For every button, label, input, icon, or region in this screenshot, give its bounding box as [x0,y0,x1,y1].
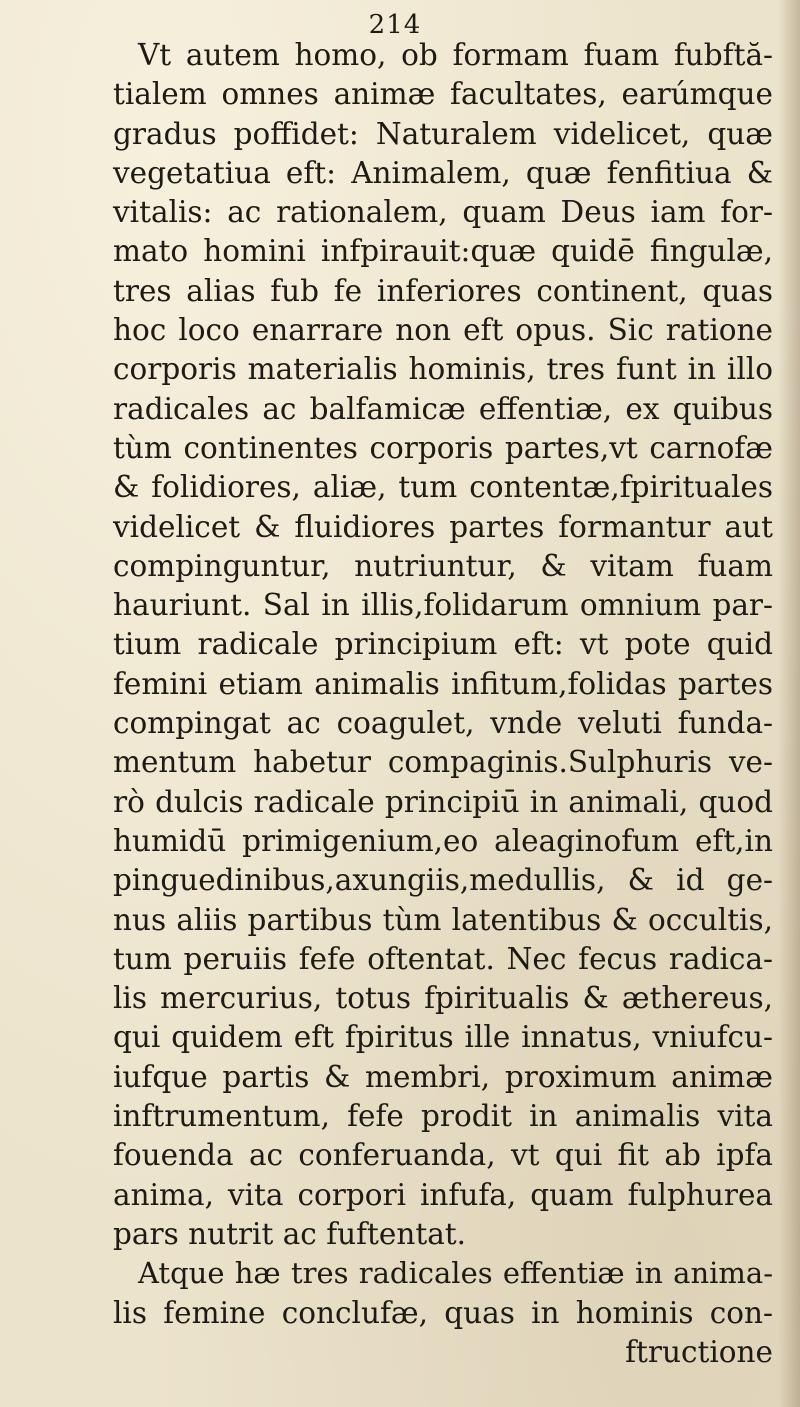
text-line: tium radicale principium eft: vt pote quid [113,627,773,662]
text-line: iufque partis & membri, proximum animæ [113,1059,773,1094]
text-line: tialem omnes animæ facultates, earúmque [113,77,773,112]
text-line: hoc loco enarrare non eft opus. Sic ratione [113,313,773,348]
text-line: qui quidem eft fpiritus ille innatus, vniufcu- [113,1020,773,1055]
text-line: nus aliis partibus tùm latentibus & occultis, [113,902,773,937]
text-line: mentum habetur compaginis.Sulphuris ve- [113,745,773,780]
text-line: rò dulcis radicale principiū in animali, quod [113,784,773,819]
text-line: radicales ac balfamicæ effentiæ, ex quibus [113,391,773,426]
text-line: vitalis: ac rationalem, quam Deus iam for- [113,195,773,230]
text-line: corporis materialis hominis, tres funt in illo [113,352,773,387]
text-line: mato homini infpirauit:quæ quidē fingulæ, [113,234,773,269]
text-line: fouenda ac conferuanda, vt qui fit ab ipfa [113,1138,773,1173]
text-line: & folidiores, aliæ, tum contentæ,fpirituales [113,470,773,505]
text-line: tres alias fub fe inferiores continent, quas [113,273,773,308]
text-line: videlicet & fluidiores partes formantur aut [113,509,773,544]
page-number: 214 [368,10,422,40]
text-line: vegetatiua eft: Animalem, quæ fenfitiua & [113,155,773,190]
text-line: femini etiam animalis infitum,folidas partes [113,666,773,701]
text-line: lis mercurius, totus fpiritualis & æthereus, [113,981,773,1016]
text-line: tùm continentes corporis partes,vt carnofæ [113,430,773,465]
text-line: Atque hæ tres radicales effentiæ in anima- [138,1256,773,1291]
text-line: compinguntur, nutriuntur, & vitam fuam [113,548,773,583]
text-line: pars nutrit ac fuftentat. [113,1216,467,1251]
text-line: hauriunt. Sal in illis,folidarum omnium par- [113,588,773,623]
text-line: tum peruiis fefe oftentat. Nec fecus radica- [113,941,773,976]
page-edge-shadow [778,0,800,1407]
body-text [113,36,773,1372]
catchword: ftructione [625,1334,773,1369]
text-line: inftrumentum, fefe prodit in animalis vita [113,1099,773,1134]
text-line: humidū primigenium,eo aleaginofum eft,in [113,823,773,858]
text-line: compingat ac coagulet, vnde veluti funda- [113,706,773,741]
text-line: gradus poffidet: Naturalem videlicet, quæ [113,116,773,151]
text-line: anima, vita corpori infufa, quam fulphurea [113,1177,773,1212]
text-line: Vt autem homo, ob formam fuam fubftă- [138,38,773,72]
text-line: lis femine conclufæ, quas in hominis con- [113,1295,773,1330]
text-line: pinguedinibus,axungiis,medullis, & id ge- [113,863,773,898]
